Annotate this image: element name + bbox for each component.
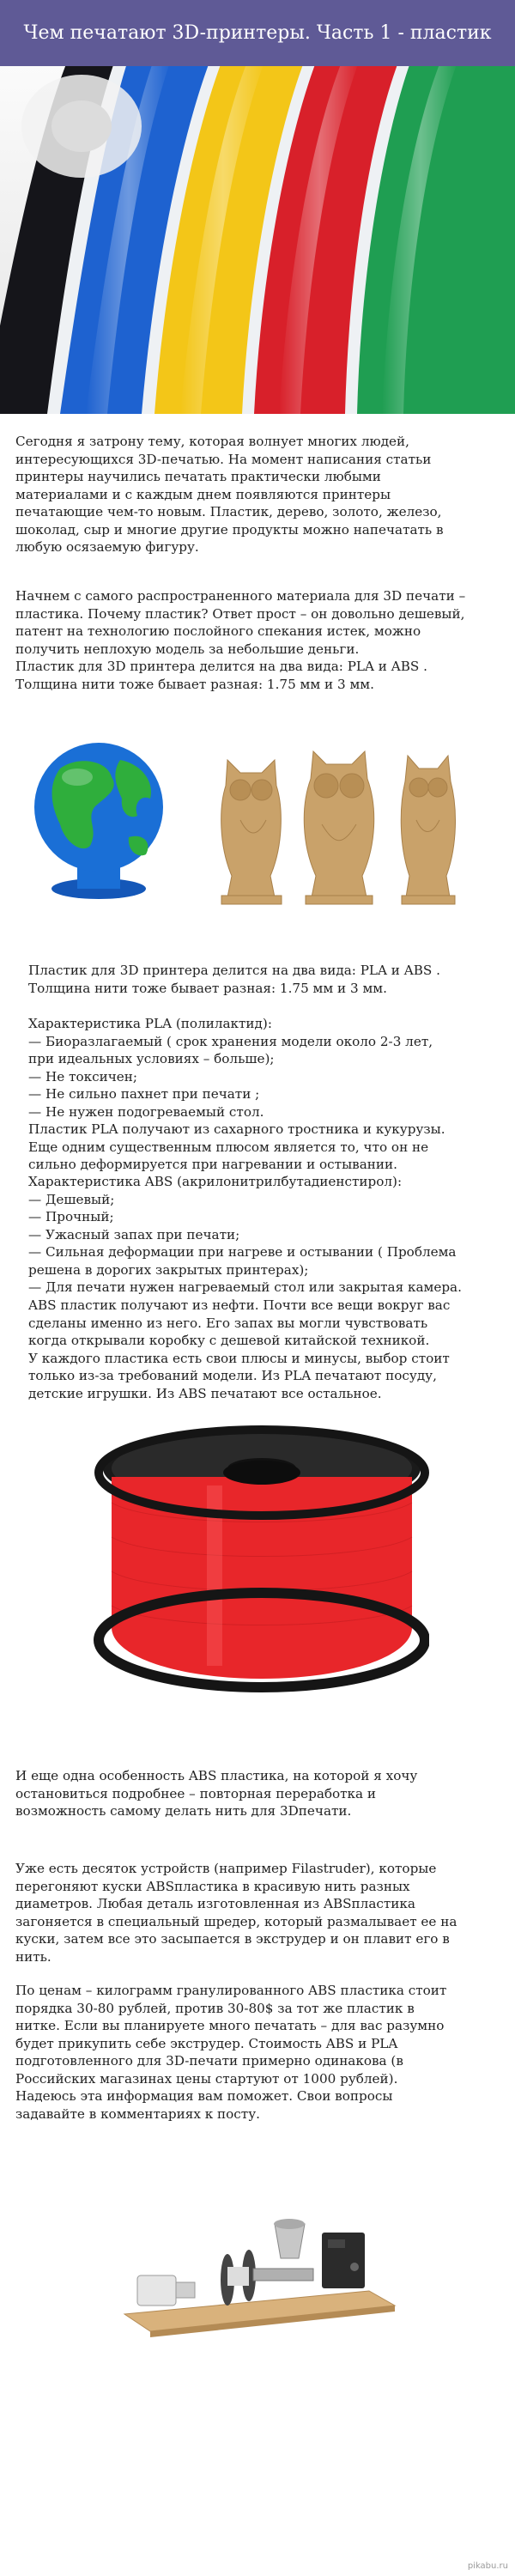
types-paragraph — [28, 962, 500, 997]
abs-origin-text: ABS пластик получают из нефти. Почти все вещи вокруг вас сделаны именно из него. Его запах вы могли чувствовать когда открывали коробку с дешевой китайской техникой. У каждого пластика есть свои плюсы и минусы, выбор стоит только из-за требований модели. Из PLA печатают посуду, детские игрушки. Из ABS печатают все остальное. — [28, 1297, 451, 1401]
printed-models-image — [26, 726, 489, 914]
abs-text: Характеристика ABS (акрилонитрилбутадиенстирол): — Дешевый; — Прочный; — Ужасный запах при печати; — Сильная деформации при нагреве и остывании ( Проблема решена в дорогих закрытых принтерах); — Для печати нужен нагреваемый стол или закрытая камера. — [28, 1174, 462, 1295]
intro-paragraph — [15, 433, 500, 556]
red-filament-spool-image — [86, 1408, 429, 1717]
plastic-intro-text: Начнем с самого распространенного материала для 3D печати – пластика. Почему пластик? Ответ прост – он довольно дешевый, патент на технологию послойного спекания истек, можно получить неплохую модель за небольшие деньги. Пластик для 3D принтера делится на два вида: PLA и ABS . Толщина нити тоже бывает разная: 1.75 мм и 3 мм. — [15, 588, 466, 692]
recycling-text: Уже есть десяток устройств (например Filastruder), которые перегоняют куски ABSпластика в красивую нить разных диаметров. Любая деталь изготовленная из ABSпластика загоняется в специальный шредер, который размалывает ее на куски, затем все это засыпается в экструдер и он плавит его в нить. — [15, 1861, 457, 1965]
pla-text: Характеристика PLA (полилактид): — Биоразлагаемый ( срок хранения модели около 2-3 лет, при идеальных условиях – больше); — Не токсичен; — Не сильно пахнет при печати ; — Не нужен подогреваемый стол. Пластик PLA получают из сахарного тростника и кукурузы. Еще одним существенным плюсом является то, что он не сильно деформируется при нагревании и остывании. — [28, 1016, 445, 1172]
abs-paragraph — [28, 1173, 500, 1297]
prices-paragraph — [15, 1982, 500, 2123]
pla-paragraph — [28, 1015, 500, 1174]
types-text: Пластик для 3D принтера делится на два вида: PLA и ABS . Толщина нити тоже бывает разная: 1.75 мм и 3 мм. — [28, 963, 440, 996]
page-title: Чем печатают 3D-принтеры. Часть 1 - пластик — [0, 0, 515, 66]
filament-extruder-image — [112, 2190, 403, 2348]
prices-text: По ценам – килограмм гранулированного ABS пластика стоит порядка 30-80 рублей, против 30-80$ за тот же пластик в нитке. Если вы планируете много печатать – для вас разумно будет прикупить себе экструдер. Стоимость ABS и PLA подготовленного для 3D-печати примерно одинакова (в Российских магазинах цены стартуют от 1000 рублей). Надеюсь эта информация вам поможет. Свои вопросы задавайте в комментариях к посту. — [15, 1983, 447, 2122]
watermark: pikabu.ru — [467, 2561, 508, 2571]
owl-model-2 — [304, 751, 373, 904]
abs-feature-text: И еще одна особенность ABS пластика, на которой я хочу остановиться подробнее – повторная переработка и возможность самому делать нить для 3Dпечати. — [15, 1768, 418, 1819]
abs-origin-paragraph — [28, 1297, 500, 1402]
abs-feature-paragraph — [15, 1767, 500, 1820]
filament-spools-image — [0, 66, 515, 414]
plastic-intro-paragraph — [15, 587, 500, 693]
recycling-paragraph — [15, 1860, 500, 1965]
owl-model-3 — [401, 756, 455, 904]
intro-text: Сегодня я затрону тему, которая волнует многих людей, интересующихся 3D-печатью. На момент написания статьи принтеры научились печатать практически любыми материалами и с каждым днем появляются принтеры печатающие чем-то новым. Пластик, дерево, золото, железо, шоколад, сыр и многие другие продукты можно напечатать в любую осязаемую фигуру. — [15, 434, 444, 555]
